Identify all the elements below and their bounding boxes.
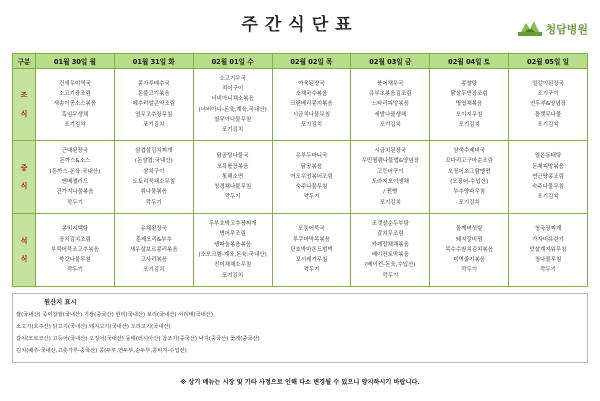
notice-text: ※ 상기 메뉴는 시장 및 기타 사정으로 인해 다소 변경될 수 있으니 양지하시기 바랍니다.	[180, 379, 420, 386]
menu-item: 우민찜괜나물법&양념장	[361, 158, 419, 165]
menu-item: 적어구이	[221, 85, 244, 92]
menu-item: 두부호박고추장찌개	[208, 221, 257, 228]
menu-item: 모둠어묵국	[298, 226, 325, 233]
menu-item: 오징어초그람맹면	[447, 168, 491, 175]
menu-item: 콩비지백탕	[61, 226, 89, 233]
menu-cell	[509, 69, 588, 141]
hospital-leaf-icon	[518, 20, 542, 37]
day-header: 01월 31일 화	[114, 54, 193, 69]
menu-item: 병어무조림	[219, 231, 246, 238]
menu-item: 명엽채볶음	[455, 101, 483, 108]
menu-item: 조갯살순두부탕	[371, 221, 409, 228]
menu-item: 아욱된장국	[298, 80, 325, 87]
menu-item: 삼색수제비국	[453, 148, 486, 155]
menu-item: 포기김치	[300, 121, 323, 128]
day-header: 01월 30일 월	[36, 54, 115, 69]
menu-item: 청경채나물무침	[214, 184, 252, 191]
corner-header: 구분	[13, 54, 36, 69]
menu-item: 콩찰탕	[461, 80, 478, 87]
menu-item: 열무이나물무침	[214, 116, 252, 123]
origin-line: 갈치(모로코산) 고등어(국내산) 오징어(국내산) 동태(러시아산) 참조기(중국산) 낙지(중국산) 꽃게(중국산)	[16, 336, 260, 342]
meal-label	[13, 214, 36, 287]
menu-item: 깍두기	[303, 194, 320, 201]
origin-line: 쌀(국내산) 죽미찹쌀(국내산) 기장(중국산) 현미(국내산) 보리(국내산) 서리태(국내산)	[16, 312, 213, 318]
menu-item: 루쿠마막목볶음	[292, 236, 331, 243]
menu-item: 탱따울볶음볶음	[214, 241, 252, 248]
menu-item: 북어채무국	[377, 80, 404, 87]
menu-item: 포기김치	[64, 121, 86, 128]
menu-item: (너비아니-돈육,계육,국내산)	[198, 106, 267, 113]
menu-item: 숙주나물무침	[532, 184, 564, 191]
menu-item: 삼겹살김치찌개	[135, 148, 173, 155]
menu-cell	[114, 141, 193, 214]
menu-item: (돈삼겹:국내산)	[134, 158, 173, 165]
menu-cell	[351, 141, 430, 214]
menu-cell	[36, 214, 115, 287]
meal-label-char: 조	[20, 91, 28, 100]
menu-item: 장치김치조림	[58, 236, 91, 243]
menu-item: 포기김치	[458, 199, 480, 206]
menu-item: 시금치된장국	[374, 148, 407, 155]
menu-item: 취나물볶음	[140, 189, 168, 196]
menu-item: 삼치구이	[143, 168, 165, 175]
table-header-row	[13, 54, 588, 69]
menu-item: 새송이공소스볶음	[53, 101, 97, 108]
menu-item: 가자미유린기	[532, 236, 564, 243]
menu-cell	[36, 141, 115, 214]
menu-item: 돌깨버섯탕	[455, 226, 483, 233]
origin-title: 원산지 표시	[44, 299, 77, 306]
menu-item: 조기구이	[537, 91, 559, 98]
meal-label-char: 석	[20, 236, 28, 245]
meal-label	[13, 69, 36, 141]
menu-item: 부추양파무침	[453, 189, 486, 196]
menu-item: 포기김치	[221, 272, 244, 279]
menu-item: 흑임무생채	[61, 111, 89, 118]
menu-item: 포기김치	[537, 121, 559, 128]
menu-item: 포기김치	[379, 199, 401, 206]
menu-item: 소고기장조림	[58, 91, 91, 98]
menu-item: 포기김치	[458, 121, 480, 128]
menu-cell	[351, 214, 430, 287]
menu-item: 돌깻무나물	[534, 111, 562, 118]
menu-item: 맨베샐러드	[61, 179, 89, 185]
origin-line: 소고기(호주산) 닭고기(국내산) 돼지고기(국내산) 오리고기(국내산)	[16, 324, 171, 330]
menu-cell	[272, 141, 351, 214]
menu-item: 단호박마론드범벅	[290, 246, 333, 253]
menu-item: 깍두기	[461, 267, 478, 274]
menu-item: 꼬다리고구마순조림	[445, 158, 494, 165]
day-header: 02월 02일 목	[272, 54, 351, 69]
menu-cell	[509, 141, 588, 214]
menu-item: 도라지오이생채	[371, 179, 409, 185]
day-header: 02월 05일 일	[509, 54, 588, 69]
menu-item: 새우살보르콩리볶음	[129, 246, 178, 253]
menu-item: 근대된장국	[61, 148, 89, 155]
menu-cell	[193, 214, 272, 287]
menu-item: 소채국수볶음	[295, 91, 328, 98]
menu-item: 시금치나물무침	[292, 111, 331, 118]
menu-cell	[509, 214, 588, 287]
hospital-name: 청담병원	[545, 22, 588, 36]
menu-item: 쑥갓나물무침	[58, 257, 91, 264]
meal-label-char: 식	[20, 255, 28, 263]
menu-item: 돈까스&소스	[59, 158, 91, 165]
menu-item: 연두부&양념장	[529, 101, 567, 108]
menu-item: 건가지나물볶음	[56, 189, 94, 196]
menu-item: 깍두기	[382, 272, 399, 279]
menu-item: 숙주나물무침	[295, 184, 328, 191]
day-header: 02월 04일 토	[430, 54, 509, 69]
weekly-menu-table	[12, 53, 588, 287]
menu-item: (소모크햄-계육,돈육:국내산)	[198, 252, 267, 258]
menu-item: 깍두기	[66, 267, 83, 274]
menu-item: 유부두마니국	[295, 153, 328, 160]
day-header: 02월 01일 수	[193, 54, 272, 69]
meal-label	[13, 141, 36, 214]
menu-item: (오징어-수입산)	[450, 179, 489, 185]
hospital-logo	[518, 20, 588, 37]
menu-item: 열은동태탕	[534, 153, 562, 160]
menu-cell	[193, 141, 272, 214]
menu-item: 유부초볶음김조림	[369, 91, 412, 98]
menu-item: 세발나물생채	[374, 111, 407, 118]
menu-item: 크랜베리콩지볶음	[290, 101, 333, 108]
menu-item: 카레잡채채볶음	[371, 241, 409, 248]
menu-item: 깍두기	[66, 199, 83, 206]
menu-item: 깍두기	[540, 267, 556, 274]
menu-item: 포기김치	[379, 121, 401, 128]
menu-item: 건새우미역국	[58, 80, 91, 87]
meal-label-char: 중	[20, 163, 28, 172]
meal-row	[13, 141, 588, 214]
menu-item: 꼬시레기무침	[295, 257, 328, 264]
menu-item: 닭꿍볶음	[300, 163, 323, 170]
meal-row	[13, 69, 588, 141]
menu-item: 닭곰탕나물국	[216, 153, 249, 160]
menu-item: 오이지무침	[455, 111, 483, 118]
menu-item: 돈불고기볶음	[137, 91, 170, 98]
menu-item: 포기김치	[221, 127, 244, 134]
menu-item: 갈치무조림	[377, 231, 404, 238]
menu-item: (베이컨-돈육,수입산)	[365, 262, 416, 269]
menu-item: (돈까스-돈육:국내산)	[49, 168, 101, 175]
meal-label-char: 식	[20, 109, 28, 118]
menu-cell	[114, 69, 193, 141]
menu-item: 톳해소면	[221, 173, 244, 180]
menu-item: 느타리피망볶음	[371, 101, 409, 108]
menu-cell	[351, 69, 430, 141]
menu-item: 미역줄기볶음	[453, 257, 486, 264]
menu-item: 베이컨토막볶음	[371, 252, 409, 258]
menu-item: 부묵어묵조고추볶음	[51, 246, 99, 253]
menu-item: 깍두기	[145, 199, 162, 206]
menu-item: 청국장찌개	[534, 226, 562, 233]
menu-item: 얼갈이된장국	[532, 80, 564, 87]
menu-item: 훈제오리&부추	[135, 236, 172, 243]
menu-item: 깍두기	[224, 194, 241, 201]
meal-row	[13, 214, 588, 287]
menu-item: 돈제피망볶음	[532, 163, 564, 170]
menu-item: 청나물무침	[534, 257, 562, 264]
menu-cell	[193, 69, 272, 141]
menu-cell	[36, 69, 115, 141]
menu-item: 포기김치	[143, 121, 165, 128]
menu-cell	[114, 214, 193, 287]
menu-item: 열무고추장무침	[135, 111, 173, 118]
menu-item: 메추리알곤약조림	[132, 101, 176, 108]
origin-info-box	[12, 293, 588, 363]
menu-item: 소고기무국	[219, 75, 246, 82]
menu-item: 깍두기	[303, 267, 320, 274]
menu-item: 포기김치	[143, 267, 165, 274]
menu-cell	[430, 69, 509, 141]
menu-item: / 찐빵	[383, 189, 398, 196]
menu-item: 여오우엉볶어조림	[290, 173, 333, 180]
menu-item: 너비아니채소볶음	[211, 96, 254, 103]
menu-cell	[430, 141, 509, 214]
menu-item: 유채된장국	[140, 226, 168, 233]
day-header: 02월 03일 금	[351, 54, 430, 69]
menu-cell	[430, 214, 509, 287]
menu-item: 포기김치	[537, 194, 559, 201]
menu-cell	[272, 69, 351, 141]
menu-cell	[272, 214, 351, 287]
menu-item: 목수수참치김치볶음	[445, 246, 494, 253]
menu-item: 고등어구이	[377, 168, 404, 175]
menu-item: 고사리볶음	[140, 257, 168, 264]
menu-item: 돼지갈비찜	[455, 236, 483, 243]
menu-item: 오륵롤장볶음	[216, 163, 249, 170]
menu-item: 맛살계지워무침	[529, 246, 567, 253]
menu-item: 연근땅콩조림	[532, 173, 564, 180]
menu-item: 콩가루배추국	[137, 80, 170, 87]
page-title: 주간식단표	[241, 15, 359, 35]
menu-item: 닭살두반장조림	[450, 91, 488, 98]
menu-item: 진미채채소무침	[214, 262, 252, 269]
origin-line: 김치(배추-국내산,고춧가루-중국산) 콩(두부,연두부,순두부,콩비지-수입산)	[16, 348, 187, 354]
menu-item: 도토리묵채소무침	[132, 179, 176, 185]
meal-label-char: 식	[20, 182, 28, 190]
